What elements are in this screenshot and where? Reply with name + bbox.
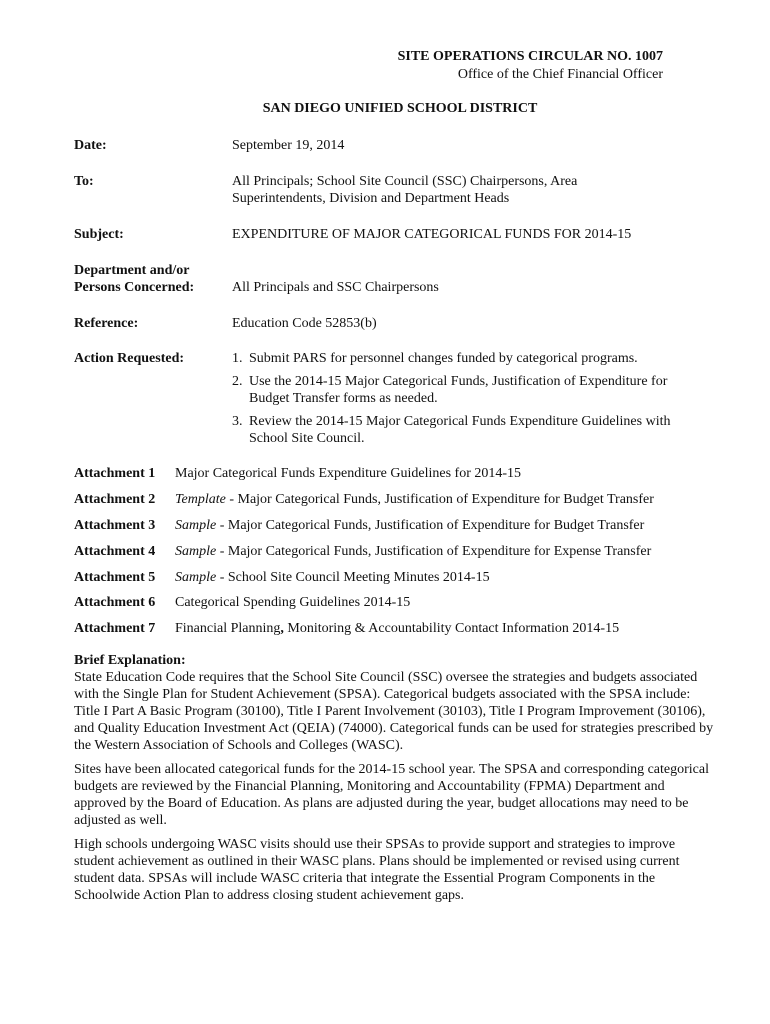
action-list-container bbox=[232, 350, 707, 453]
action-item bbox=[232, 413, 707, 447]
attachment-prefix: Sample bbox=[175, 518, 217, 533]
attachment-label: Attachment 1 bbox=[74, 466, 156, 481]
action-item-number: 3. bbox=[232, 414, 243, 429]
explanation-paragraph: High schools undergoing WASC visits should use their SPSAs to provide support and strategies to improve student achievement as outlined in their WASC plans. Plans should be implemented or revised using current student data. SPSAs will include WASC criteria that integrate the Essential Program Components in the Schoolwide Action Plan to address closing student achievement gaps. bbox=[74, 837, 680, 903]
circular-header bbox=[398, 48, 663, 84]
reference-label: Reference: bbox=[74, 316, 139, 331]
attachment-text: Categorical Spending Guidelines 2014-15 bbox=[175, 595, 411, 610]
date-label: Date: bbox=[74, 138, 107, 153]
attachment-label: Attachment 6 bbox=[74, 595, 156, 610]
action-item bbox=[232, 350, 707, 367]
department-label bbox=[74, 262, 229, 296]
district-name: SAN DIEGO UNIFIED SCHOOL DISTRICT bbox=[262, 101, 538, 116]
attachment-title bbox=[175, 517, 644, 534]
attachment-text: Major Categorical Funds Expenditure Guidelines for 2014-15 bbox=[175, 466, 522, 481]
department-label-line1: Department and/or bbox=[74, 263, 190, 278]
subject-value: EXPENDITURE OF MAJOR CATEGORICAL FUNDS FOR 2014-15 bbox=[232, 227, 632, 242]
action-item-text: Submit PARS for personnel changes funded by categorical programs. bbox=[249, 351, 638, 366]
explanation-heading: Brief Explanation: bbox=[74, 653, 186, 668]
action-item-text: Use the 2014-15 Major Categorical Funds, Justification of Expenditure for Budget Transfer forms as needed. bbox=[249, 374, 668, 406]
attachment-text: - Major Categorical Funds, Justification of Expenditure for Expense Transfer bbox=[216, 544, 652, 559]
action-list bbox=[232, 350, 707, 447]
attachment-label: Attachment 3 bbox=[74, 518, 156, 533]
attachment-label: Attachment 2 bbox=[74, 492, 156, 507]
attachment-label: Attachment 5 bbox=[74, 570, 156, 585]
explanation-paragraph: State Education Code requires that the School Site Council (SSC) oversee the strategies and budgets associated with the Single Plan for Student Achievement (SPSA). Categorical budgets associated with the SPSA include: Title I Part A Basic Program (30100), Title I Parent Involvement (30103), Title I Program Improvement (30106), and Quality Education Investment Act (QEIA) (74000). Categorical funds can be used for strategies prescribed by the Western Association of Schools and Colleges (WASC). bbox=[74, 670, 714, 753]
subject-label: Subject: bbox=[74, 227, 124, 242]
attachment-text: - Major Categorical Funds, Justification of Expenditure for Budget Transfer bbox=[225, 492, 654, 507]
action-item-text: Review the 2014-15 Major Categorical Funds Expenditure Guidelines with School Site Council. bbox=[249, 414, 671, 446]
action-item-number: 1. bbox=[232, 351, 243, 366]
attachment-prefix: Sample bbox=[175, 570, 217, 585]
attachment-title bbox=[175, 491, 654, 508]
attachment-title bbox=[175, 465, 521, 482]
brief-explanation-section bbox=[74, 652, 714, 911]
attachment-label: Attachment 4 bbox=[74, 544, 156, 559]
attachment-title bbox=[175, 569, 490, 586]
date-value: September 19, 2014 bbox=[232, 138, 345, 153]
attachment-text: - School Site Council Meeting Minutes 2014-15 bbox=[216, 570, 490, 585]
attachment-text-part: Monitoring & Accountability Contact Information 2014-15 bbox=[283, 621, 620, 636]
attachment-text-part: Financial Planning bbox=[175, 621, 281, 636]
attachment-text-comma: , bbox=[280, 621, 284, 636]
action-item bbox=[232, 373, 707, 407]
attachment-label: Attachment 7 bbox=[74, 621, 156, 636]
attachment-title bbox=[175, 594, 410, 611]
department-label-line2: Persons Concerned: bbox=[74, 280, 195, 295]
action-item-number: 2. bbox=[232, 374, 243, 389]
to-value: All Principals; School Site Council (SSC) Chairpersons, Area Superintendents, Division and Department Heads bbox=[232, 174, 578, 206]
attachment-prefix: Template bbox=[175, 492, 226, 507]
to-label: To: bbox=[74, 174, 94, 189]
action-label: Action Requested: bbox=[74, 351, 185, 366]
explanation-paragraph: Sites have been allocated categorical funds for the 2014-15 school year. The SPSA and corresponding categorical budgets are reviewed by the Financial Planning, Monitoring and Accountability (FPMA) Department and approved by the Board of Education. As plans are adjusted during the year, budget allocations may need to be adjusted as well. bbox=[74, 762, 709, 828]
attachment-title bbox=[175, 543, 651, 560]
reference-value: Education Code 52853(b) bbox=[232, 316, 377, 331]
department-value: All Principals and SSC Chairpersons bbox=[232, 280, 439, 295]
attachment-prefix: Sample bbox=[175, 544, 217, 559]
circular-number: SITE OPERATIONS CIRCULAR NO. 1007 bbox=[397, 49, 663, 64]
attachment-text: - Major Categorical Funds, Justification of Expenditure for Budget Transfer bbox=[216, 518, 645, 533]
attachment-title bbox=[175, 620, 619, 637]
office-name: Office of the Chief Financial Officer bbox=[457, 67, 663, 82]
